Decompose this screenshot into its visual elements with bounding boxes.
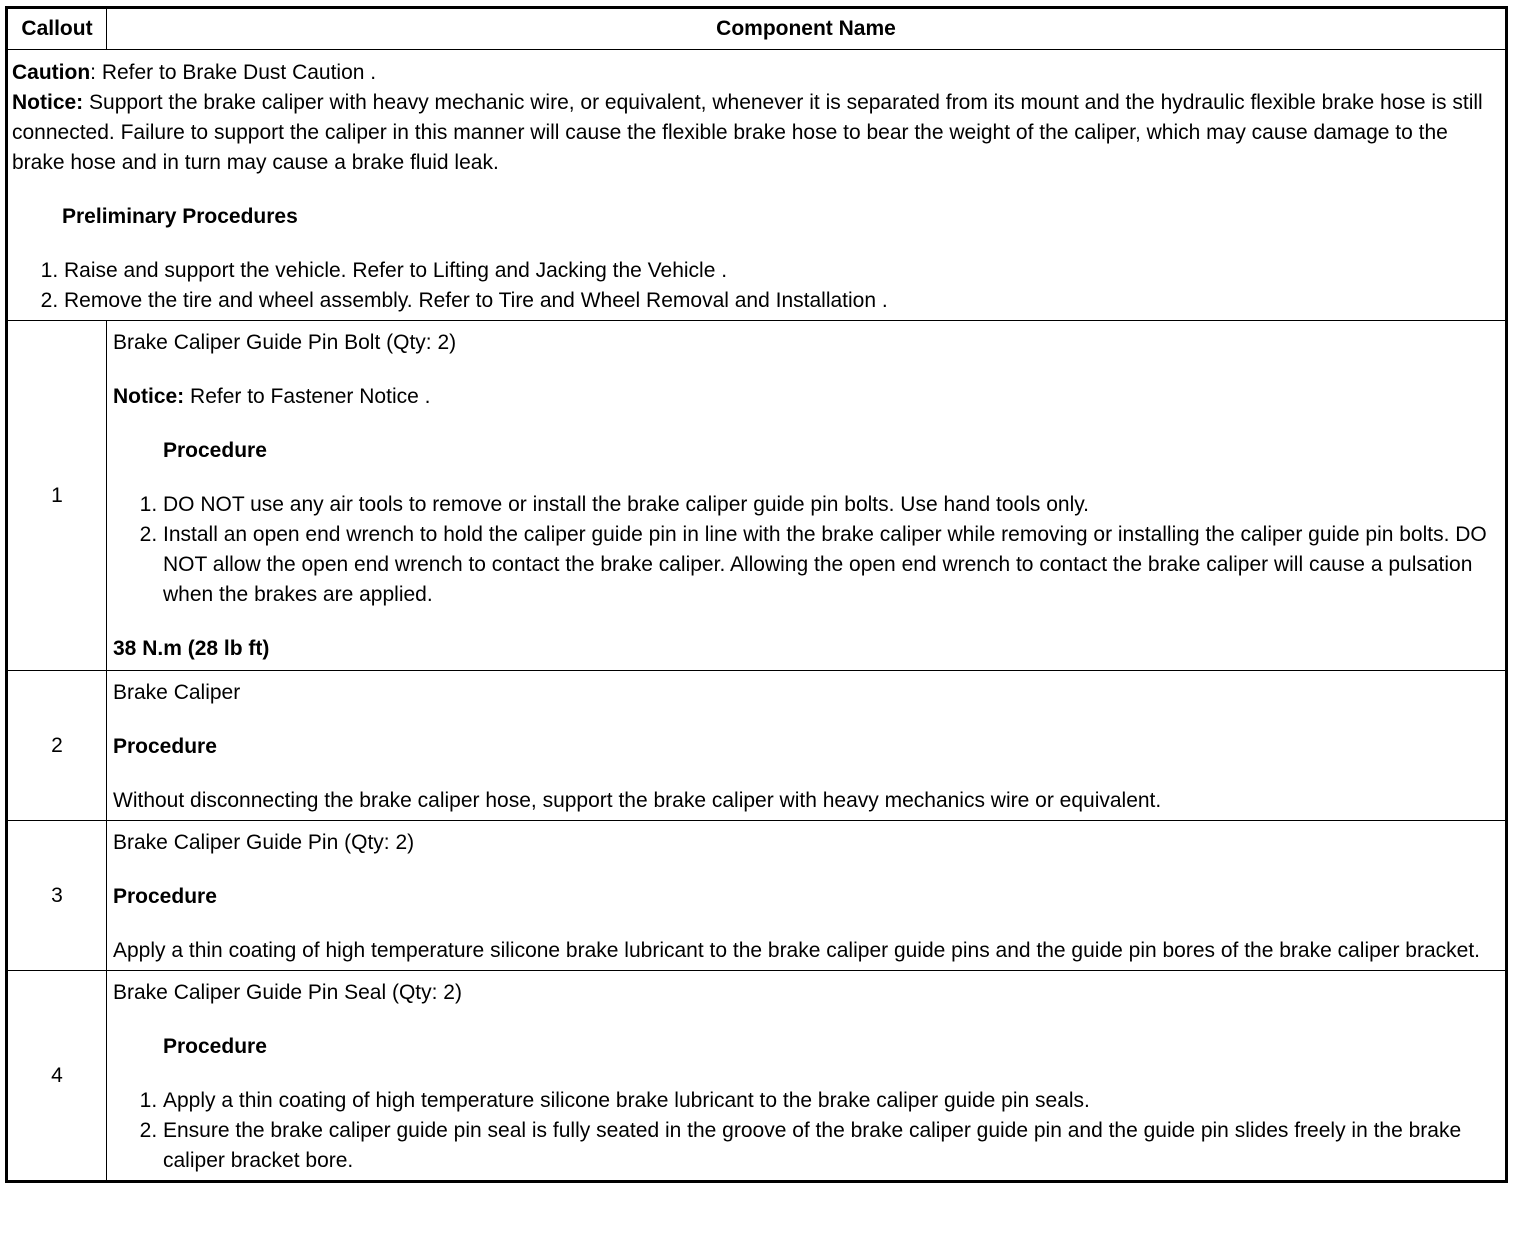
component-name: Brake Caliper Guide Pin Seal (Qty: 2) (113, 981, 462, 1004)
procedure-text: Apply a thin coating of high temperature silicone brake lubricant to the brake caliper guide pins and the guide pin bores of the brake caliper bracket. (113, 939, 1480, 962)
torque-spec (113, 634, 1499, 664)
procedure-title (113, 882, 1499, 912)
caution-label: Caution (12, 61, 91, 84)
preliminary-steps (12, 256, 1499, 316)
preliminary-title: Preliminary Procedures (62, 205, 298, 228)
list-item: 1. DO NOT use any air tools to remove or install the brake caliper guide pin bolts. Use hand tools only. (163, 490, 1499, 520)
component-cell (107, 971, 1507, 1182)
procedure-table (5, 6, 1508, 1183)
procedure-title (113, 732, 1499, 762)
list-item: 2. Ensure the brake caliper guide pin seal is fully seated in the groove of the brake caliper guide pin and the guide pin slides freely in the brake caliper bracket bore. (163, 1116, 1499, 1176)
notice-label: Notice: (113, 385, 185, 408)
list-item: 2. Remove the tire and wheel assembly. Refer to Tire and Wheel Removal and Installation . (64, 286, 1499, 316)
callout-cell: 4 (7, 971, 107, 1182)
intro-row (7, 50, 1507, 321)
component-cell (107, 321, 1507, 671)
component-cell (107, 821, 1507, 971)
list-item: 1. Apply a thin coating of high temperature silicone brake lubricant to the brake caliper guide pin seals. (163, 1086, 1499, 1116)
notice-line (113, 382, 1499, 412)
component-name: Brake Caliper Guide Pin (Qty: 2) (113, 831, 415, 854)
list-item: 2. Install an open end wrench to hold the caliper guide pin in line with the brake caliper while removing or installing the caliper guide pin bolts. DO NOT allow the open end wrench to contact the brake caliper. Allowing the open end wrench to contact the brake caliper will cause a pulsation when the brakes are applied. (163, 520, 1499, 610)
callout-cell: 2 (7, 671, 107, 821)
table-row (7, 971, 1507, 1182)
header-callout: Callout (7, 8, 107, 50)
notice-text: Support the brake caliper with heavy mechanic wire, or equivalent, whenever it is separated from its mount and the hydraulic flexible brake hose is still connected. Failure to support the caliper in this manner will cause the flexible brake hose to bear the weight of the caliper, which may cause damage to the brake hose and in turn may cause a brake fluid leak. (12, 91, 1483, 174)
callout-cell: 1 (7, 321, 107, 671)
table-row (7, 321, 1507, 671)
procedure-title-text: Procedure (113, 885, 217, 908)
callout-cell: 3 (7, 821, 107, 971)
notice-paragraph (12, 88, 1499, 178)
intro-cell (7, 50, 1507, 321)
component-name: Brake Caliper (113, 681, 241, 704)
caution-line (12, 58, 1499, 88)
procedure-title-text: Procedure (113, 735, 217, 758)
list-item: 1. Raise and support the vehicle. Refer to Lifting and Jacking the Vehicle . (64, 256, 1499, 286)
header-row (7, 8, 1507, 50)
component-cell (107, 671, 1507, 821)
procedure-steps (113, 1086, 1499, 1176)
procedure-steps (113, 490, 1499, 610)
procedure-title: Procedure (163, 439, 267, 462)
torque-value: 38 N.m (28 lb ft) (113, 637, 270, 660)
table-row (7, 671, 1507, 821)
header-component-name: Component Name (107, 8, 1507, 50)
caution-text: : Refer to Brake Dust Caution . (90, 61, 377, 84)
notice-label: Notice: (12, 91, 84, 114)
table-row (7, 821, 1507, 971)
procedure-title: Procedure (163, 1035, 267, 1058)
component-name: Brake Caliper Guide Pin Bolt (Qty: 2) (113, 331, 457, 354)
procedure-text: Without disconnecting the brake caliper hose, support the brake caliper with heavy mechanics wire or equivalent. (113, 789, 1162, 812)
notice-text: Refer to Fastener Notice . (184, 385, 431, 408)
